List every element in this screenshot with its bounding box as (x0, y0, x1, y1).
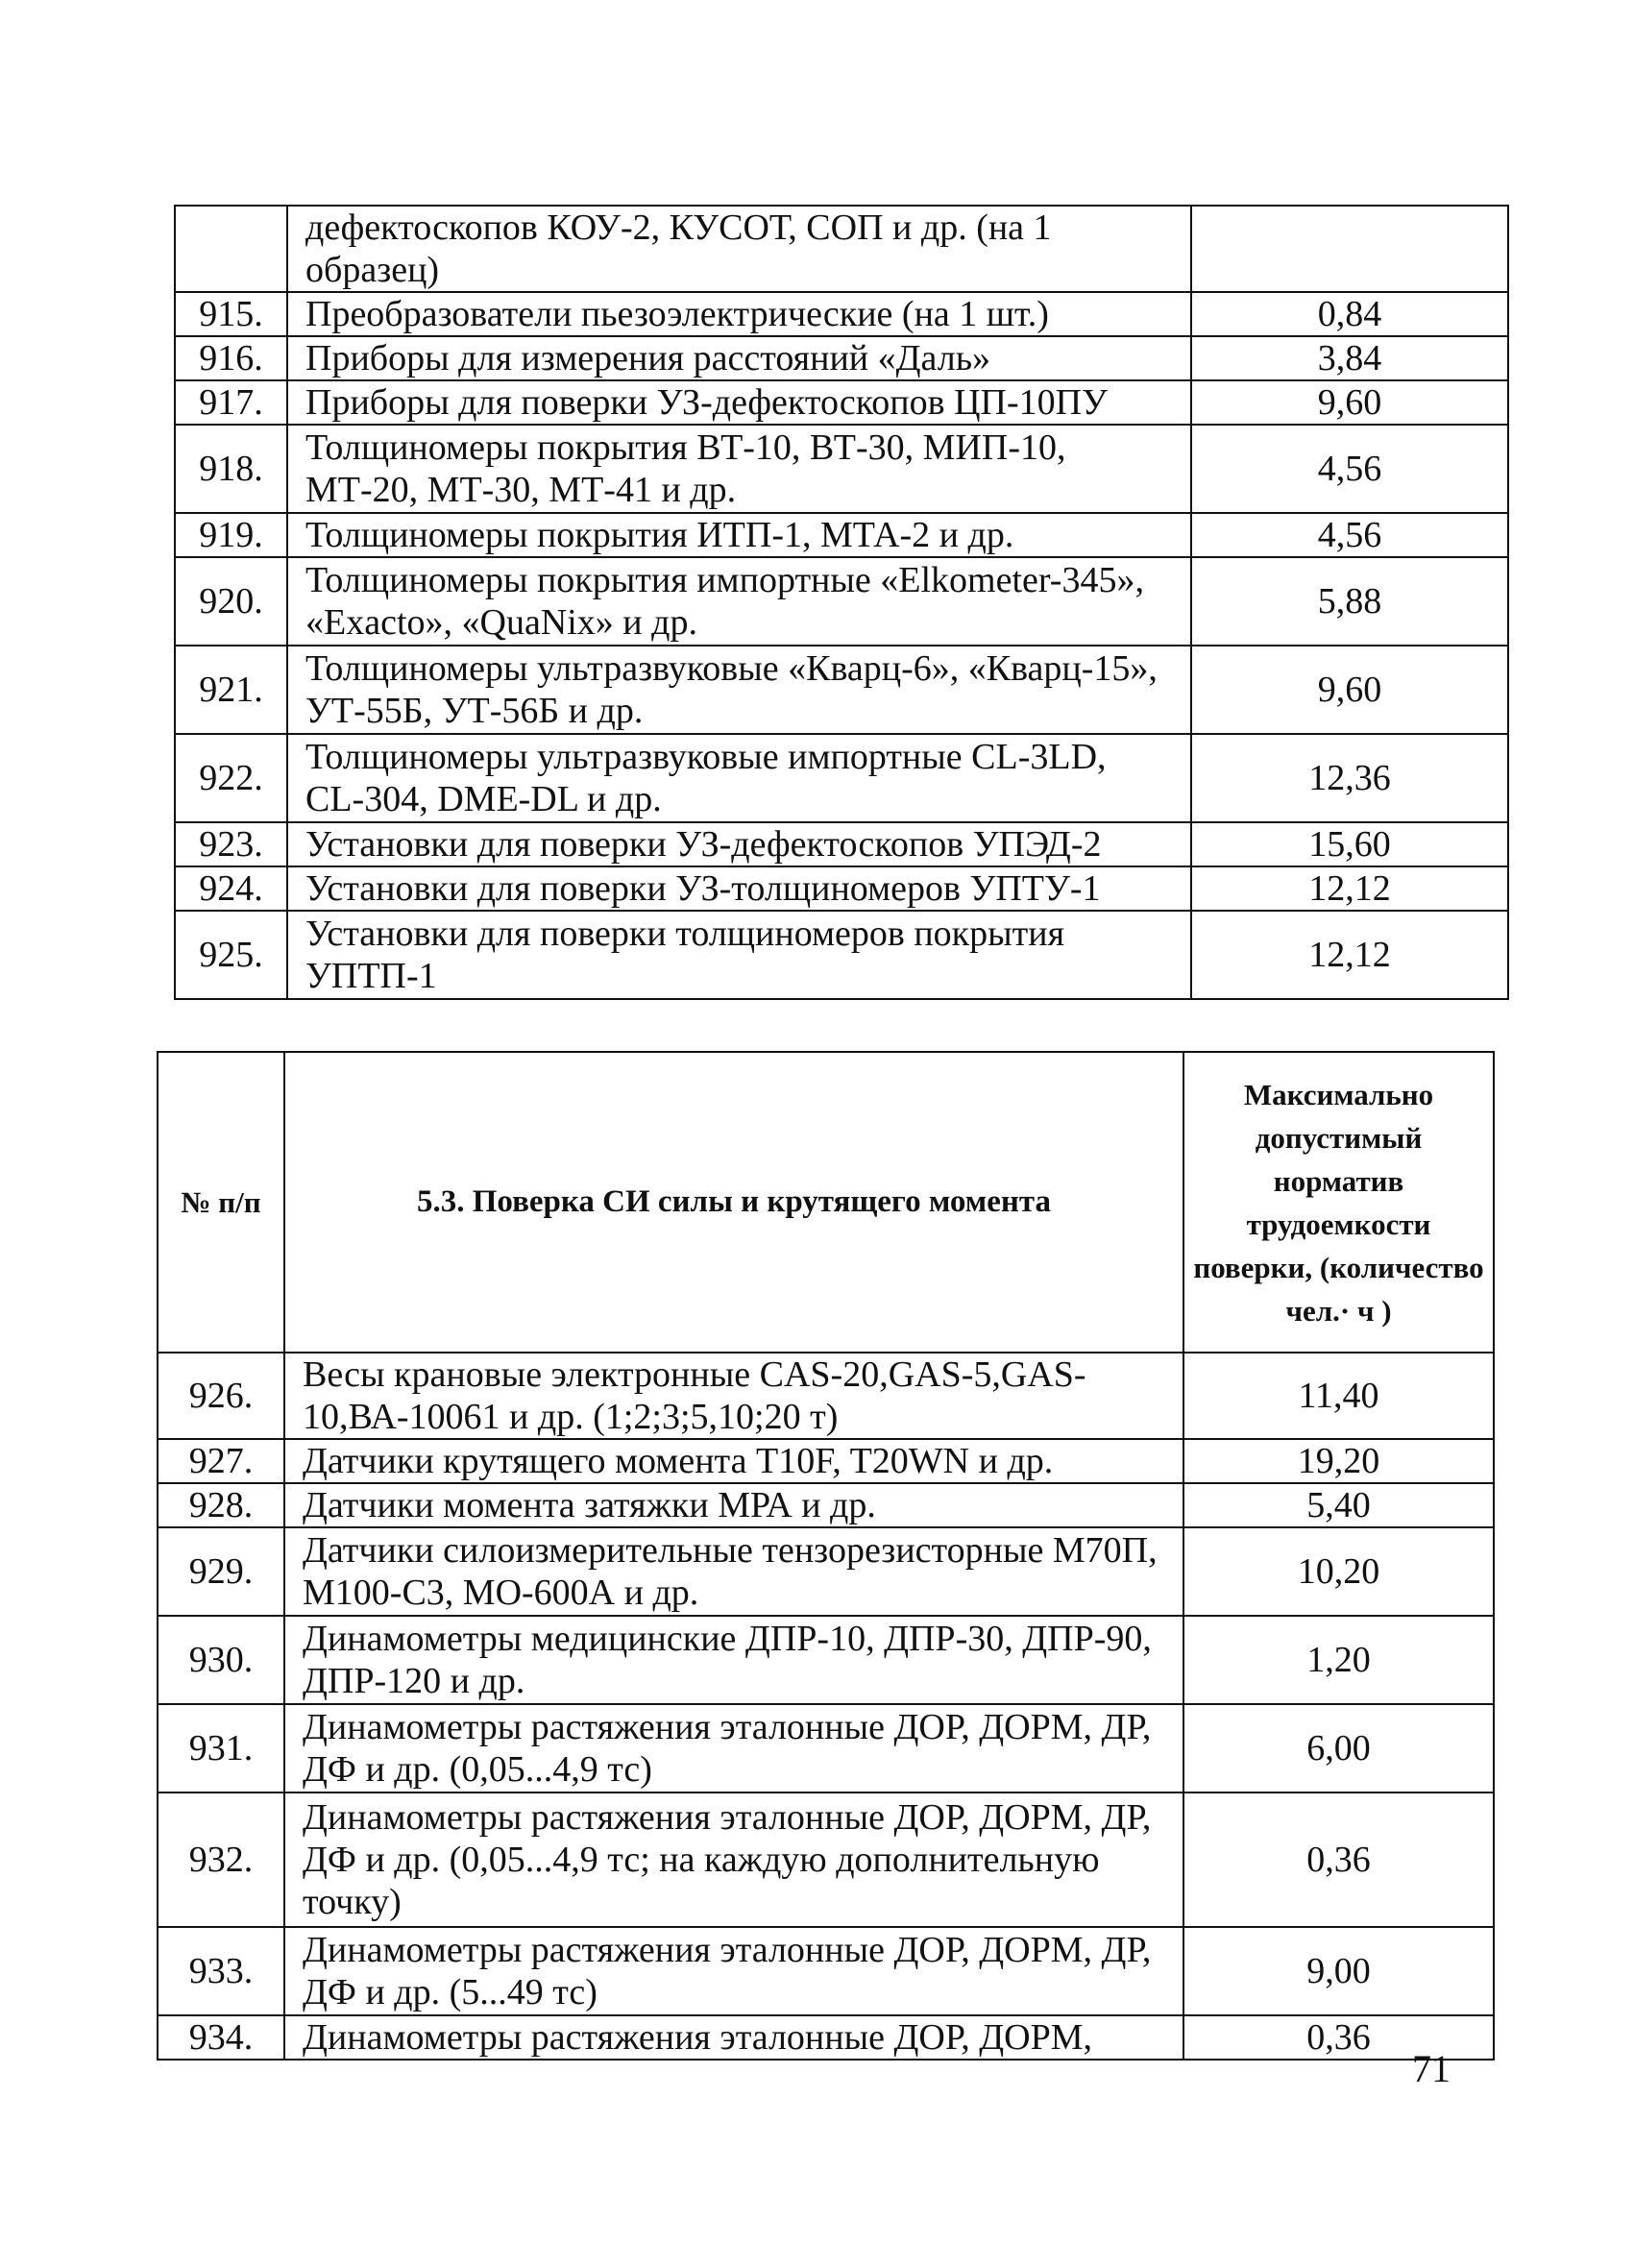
table-row (175, 425, 1508, 513)
table-row (158, 1927, 1494, 2015)
table-row (158, 1704, 1494, 1792)
row-number: 917. (175, 380, 287, 425)
labor-norm-value: 5,40 (1183, 1483, 1494, 1527)
labor-norm-value: 0,84 (1191, 292, 1508, 336)
row-number: 930. (158, 1616, 284, 1704)
labor-norm-value: 0,36 (1183, 1792, 1494, 1927)
row-number: 923. (175, 822, 287, 866)
labor-norm-value: 11,40 (1183, 1353, 1494, 1439)
labor-norm-value: 4,56 (1191, 425, 1508, 513)
item-name: Толщиномеры покрытия ВТ-10, ВТ-30, МИП-10, МТ-20, МТ-30, МТ-41 и др. (287, 425, 1191, 513)
item-name: Динамометры растяжения эталонные ДОР, ДОРМ, ДР, ДФ и др. (5...49 тс) (284, 1927, 1183, 2015)
table-row (158, 1527, 1494, 1616)
labor-norm-value: 10,20 (1183, 1527, 1494, 1616)
item-name: Весы крановые электронные CAS-20,GAS-5,GAS-10,ВА-10061 и др. (1;2;3;5,10;20 т) (284, 1353, 1183, 1439)
table-row (175, 911, 1508, 999)
table-row (158, 2015, 1494, 2060)
table-row (175, 646, 1508, 734)
item-name: Толщиномеры ультразвуковые «Кварц-6», «Кварц-15», УТ-55Б, УТ-56Б и др. (287, 646, 1191, 734)
table-row (175, 380, 1508, 425)
table-row (158, 1792, 1494, 1927)
labor-norm-value: 12,12 (1191, 866, 1508, 911)
labor-norm-value (1191, 206, 1508, 292)
row-number: 920. (175, 557, 287, 646)
labor-norm-value: 3,84 (1191, 336, 1508, 380)
row-number: 934. (158, 2015, 284, 2060)
row-number: 933. (158, 1927, 284, 2015)
item-name: Толщиномеры покрытия ИТП-1, МТА-2 и др. (287, 513, 1191, 557)
section-title: 5.3. Поверка СИ силы и крутящего момента (284, 1052, 1183, 1353)
item-name: Приборы для поверки УЗ-дефектоскопов ЦП-10ПУ (287, 380, 1191, 425)
row-number: 929. (158, 1527, 284, 1616)
table-header-row (158, 1052, 1494, 1353)
table-row (158, 1353, 1494, 1439)
row-number: 932. (158, 1792, 284, 1927)
equipment-table-continued (174, 205, 1509, 1000)
labor-norm-value: 9,60 (1191, 380, 1508, 425)
labor-norm-value: 5,88 (1191, 557, 1508, 646)
labor-norm-value: 19,20 (1183, 1439, 1494, 1483)
item-name: Динамометры растяжения эталонные ДОР, ДОРМ, ДР, ДФ и др. (0,05...4,9 тс) (284, 1704, 1183, 1792)
labor-norm-value: 6,00 (1183, 1704, 1494, 1792)
page-number: 71 (1412, 2047, 1451, 2090)
table-row (175, 206, 1508, 292)
row-number: 928. (158, 1483, 284, 1527)
labor-norm-value: 12,12 (1191, 911, 1508, 999)
item-name: дефектоскопов КОУ-2, КУСОТ, СОП и др. (на 1 образец) (287, 206, 1191, 292)
row-number: 931. (158, 1704, 284, 1792)
item-name: Толщиномеры покрытия импортные «Elkometer-345», «Exacto», «QuaNix» и др. (287, 557, 1191, 646)
table-row (158, 1616, 1494, 1704)
force-torque-verification-table (157, 1051, 1495, 2061)
row-number: 915. (175, 292, 287, 336)
item-name: Датчики силоизмерительные тензорезисторные М70П, М100-С3, МО-600А и др. (284, 1527, 1183, 1616)
row-number: 919. (175, 513, 287, 557)
item-name: Динамометры растяжения эталонные ДОР, ДОРМ, (284, 2015, 1183, 2060)
row-number: 918. (175, 425, 287, 513)
item-name: Установки для поверки УЗ-толщиномеров УПТУ-1 (287, 866, 1191, 911)
item-name: Датчики момента затяжки МРА и др. (284, 1483, 1183, 1527)
table-row (175, 557, 1508, 646)
item-name: Приборы для измерения расстояний «Даль» (287, 336, 1191, 380)
column-header-labor-norm: Максимально допустимый норматив трудоемкости поверки, (количество чел.· ч ) (1183, 1052, 1494, 1353)
labor-norm-value: 1,20 (1183, 1616, 1494, 1704)
item-name: Динамометры медицинские ДПР-10, ДПР-30, ДПР-90, ДПР-120 и др. (284, 1616, 1183, 1704)
table-row (175, 822, 1508, 866)
table-row (175, 513, 1508, 557)
table-row (175, 336, 1508, 380)
item-name: Установки для поверки УЗ-дефектоскопов УПЭД-2 (287, 822, 1191, 866)
labor-norm-value: 15,60 (1191, 822, 1508, 866)
row-number: 924. (175, 866, 287, 911)
row-number: 921. (175, 646, 287, 734)
row-number (175, 206, 287, 292)
item-name: Динамометры растяжения эталонные ДОР, ДОРМ, ДР, ДФ и др. (0,05...4,9 тс; на каждую дополнительную точку) (284, 1792, 1183, 1927)
row-number: 927. (158, 1439, 284, 1483)
table-row (158, 1483, 1494, 1527)
labor-norm-value: 12,36 (1191, 734, 1508, 822)
row-number: 916. (175, 336, 287, 380)
labor-norm-value: 4,56 (1191, 513, 1508, 557)
item-name: Толщиномеры ультразвуковые импортные CL-3LD, CL-304, DME-DL и др. (287, 734, 1191, 822)
item-name: Преобразователи пьезоэлектрические (на 1 шт.) (287, 292, 1191, 336)
column-header-number: № п/п (158, 1052, 284, 1353)
table-row (175, 866, 1508, 911)
row-number: 922. (175, 734, 287, 822)
labor-norm-value: 9,60 (1191, 646, 1508, 734)
labor-norm-value: 9,00 (1183, 1927, 1494, 2015)
row-number: 925. (175, 911, 287, 999)
table-row (175, 734, 1508, 822)
table-row (158, 1439, 1494, 1483)
table-row (175, 292, 1508, 336)
row-number: 926. (158, 1353, 284, 1439)
item-name: Датчики крутящего момента T10F, T20WN и др. (284, 1439, 1183, 1483)
item-name: Установки для поверки толщиномеров покрытия УПТП-1 (287, 911, 1191, 999)
labor-norm-value: 0,36 (1183, 2015, 1494, 2060)
